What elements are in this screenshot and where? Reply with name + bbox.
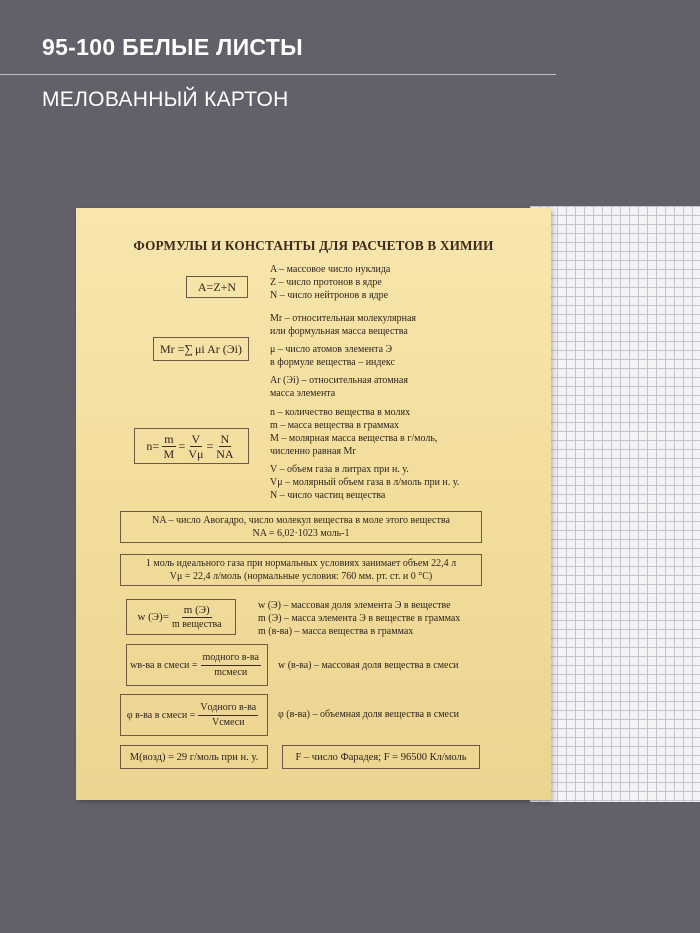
fraction-V-Vmu xyxy=(188,432,203,461)
num: V xyxy=(191,431,201,446)
desc-line: численно равная Mr xyxy=(270,446,356,457)
num: Vодного в-ва xyxy=(198,701,258,716)
desc-amount-of-substance xyxy=(270,406,459,502)
desc-mass-fraction-element xyxy=(258,599,460,638)
fraction-mass-element xyxy=(172,603,222,632)
num: N xyxy=(220,431,230,446)
den: Vсмеси xyxy=(212,716,245,728)
desc-line: μ – число атомов элемента Э xyxy=(270,344,393,355)
desc-line: m (в-ва) – масса вещества в граммах xyxy=(258,626,414,637)
faraday-box xyxy=(282,745,480,769)
desc-line: в формуле вещества – индекс xyxy=(270,357,395,368)
desc-mass-fraction-mixture: w (в-ва) – массовая доля вещества в смеси xyxy=(278,660,459,671)
num: m (Э) xyxy=(183,603,210,616)
avogadro-box xyxy=(120,511,482,543)
formula-lhs: wв-ва в смеси = xyxy=(130,659,198,671)
formula-mass-fraction-element xyxy=(126,599,236,635)
gas-line2: Vμ = 22,4 л/моль (нормальные условия: 760 мм. рт. ст. и 0 °С) xyxy=(169,571,433,582)
desc-molecular-mass xyxy=(270,312,416,400)
header-divider xyxy=(0,74,556,75)
desc-line: масса элемента xyxy=(270,388,336,399)
headline-white-sheets: 95-100 БЕЛЫЕ ЛИСТЫ xyxy=(42,34,303,60)
formula-rhs: μi Ar (Эi) xyxy=(194,341,242,356)
desc-line: M – молярная масса вещества в г/моль, xyxy=(270,433,438,444)
desc-line: m – масса вещества в граммах xyxy=(270,420,400,431)
num: m xyxy=(164,431,174,446)
desc-line: Ar (Эi) – относительная атомная xyxy=(270,375,408,386)
faraday-text: F – число Фарадея; F = 96500 Кл/моль xyxy=(295,751,467,763)
air-molar-mass-text: M(возд) = 29 г/моль при н. у. xyxy=(129,751,259,763)
den: NA xyxy=(216,446,234,461)
formula-n: n= xyxy=(146,438,160,453)
fraction-volume-mixture xyxy=(198,701,258,730)
den: mсмеси xyxy=(214,666,248,678)
desc-line: m (Э) – масса элемента Э в веществе в граммах xyxy=(258,613,461,624)
sheet-title: ФОРМУЛЫ И КОНСТАНТЫ ДЛЯ РАСЧЕТОВ В ХИМИИ xyxy=(133,238,494,253)
desc-line: N – число частиц вещества xyxy=(270,490,386,501)
num: mодного в-ва xyxy=(201,651,261,666)
headline-coated-cardboard: МЕЛОВАННЫЙ КАРТОН xyxy=(42,88,289,111)
desc-line: V – объем газа в литрах при н. у. xyxy=(270,464,409,475)
desc-line: N – число нейтронов в ядре xyxy=(270,290,389,301)
grid-paper-page xyxy=(530,206,700,802)
desc-volume-fraction-mixture: φ (в-ва) – объемная доля вещества в смеси xyxy=(278,709,460,720)
gas-line1: 1 моль идеального газа при нормальных условиях занимает объем 22,4 л xyxy=(145,558,457,569)
formula-mass-number xyxy=(186,276,248,298)
formula-mass-fraction-mixture xyxy=(126,644,268,686)
formula-lhs: φ в-ва в смеси = xyxy=(126,709,196,721)
formula-molecular-mass xyxy=(153,337,249,361)
formula-text: A=Z+N xyxy=(197,279,237,294)
fraction-m-M xyxy=(162,432,175,461)
desc-line: n – количество вещества в молях xyxy=(270,407,411,418)
equals: = xyxy=(206,438,214,453)
desc-line: w (Э) – массовая доля элемента Э в веществе xyxy=(258,600,451,611)
avogadro-line2: NA = 6,02·1023 моль-1 xyxy=(252,528,350,539)
desc-line: или формульная масса вещества xyxy=(270,326,408,337)
ideal-gas-box xyxy=(120,554,482,586)
desc-line: Mr – относительная молекулярная xyxy=(270,313,416,324)
den: M xyxy=(163,446,175,461)
avogadro-line1: NA – число Авогадро, число молекул вещества в моле этого вещества xyxy=(152,515,450,526)
chemistry-formulas-sheet xyxy=(76,208,551,800)
formula-lhs: w (Э)= xyxy=(137,611,169,623)
equals: = xyxy=(178,438,186,453)
desc-mass-number xyxy=(270,263,390,302)
fraction-mass-mixture xyxy=(201,651,261,680)
den: m вещества xyxy=(171,618,222,630)
formula-amount-of-substance xyxy=(134,428,249,464)
formula-lhs: Mr =∑ xyxy=(159,341,193,356)
desc-line: A – массовое число нуклида xyxy=(270,264,391,275)
desc-line: Z – число протонов в ядре xyxy=(270,277,382,288)
air-molar-mass-box xyxy=(120,745,268,769)
fraction-N-NA xyxy=(216,432,233,461)
formula-volume-fraction-mixture xyxy=(120,694,268,736)
desc-line: Vμ – молярный объем газа в л/моль при н. у. xyxy=(270,477,460,488)
den: Vμ xyxy=(188,446,204,461)
